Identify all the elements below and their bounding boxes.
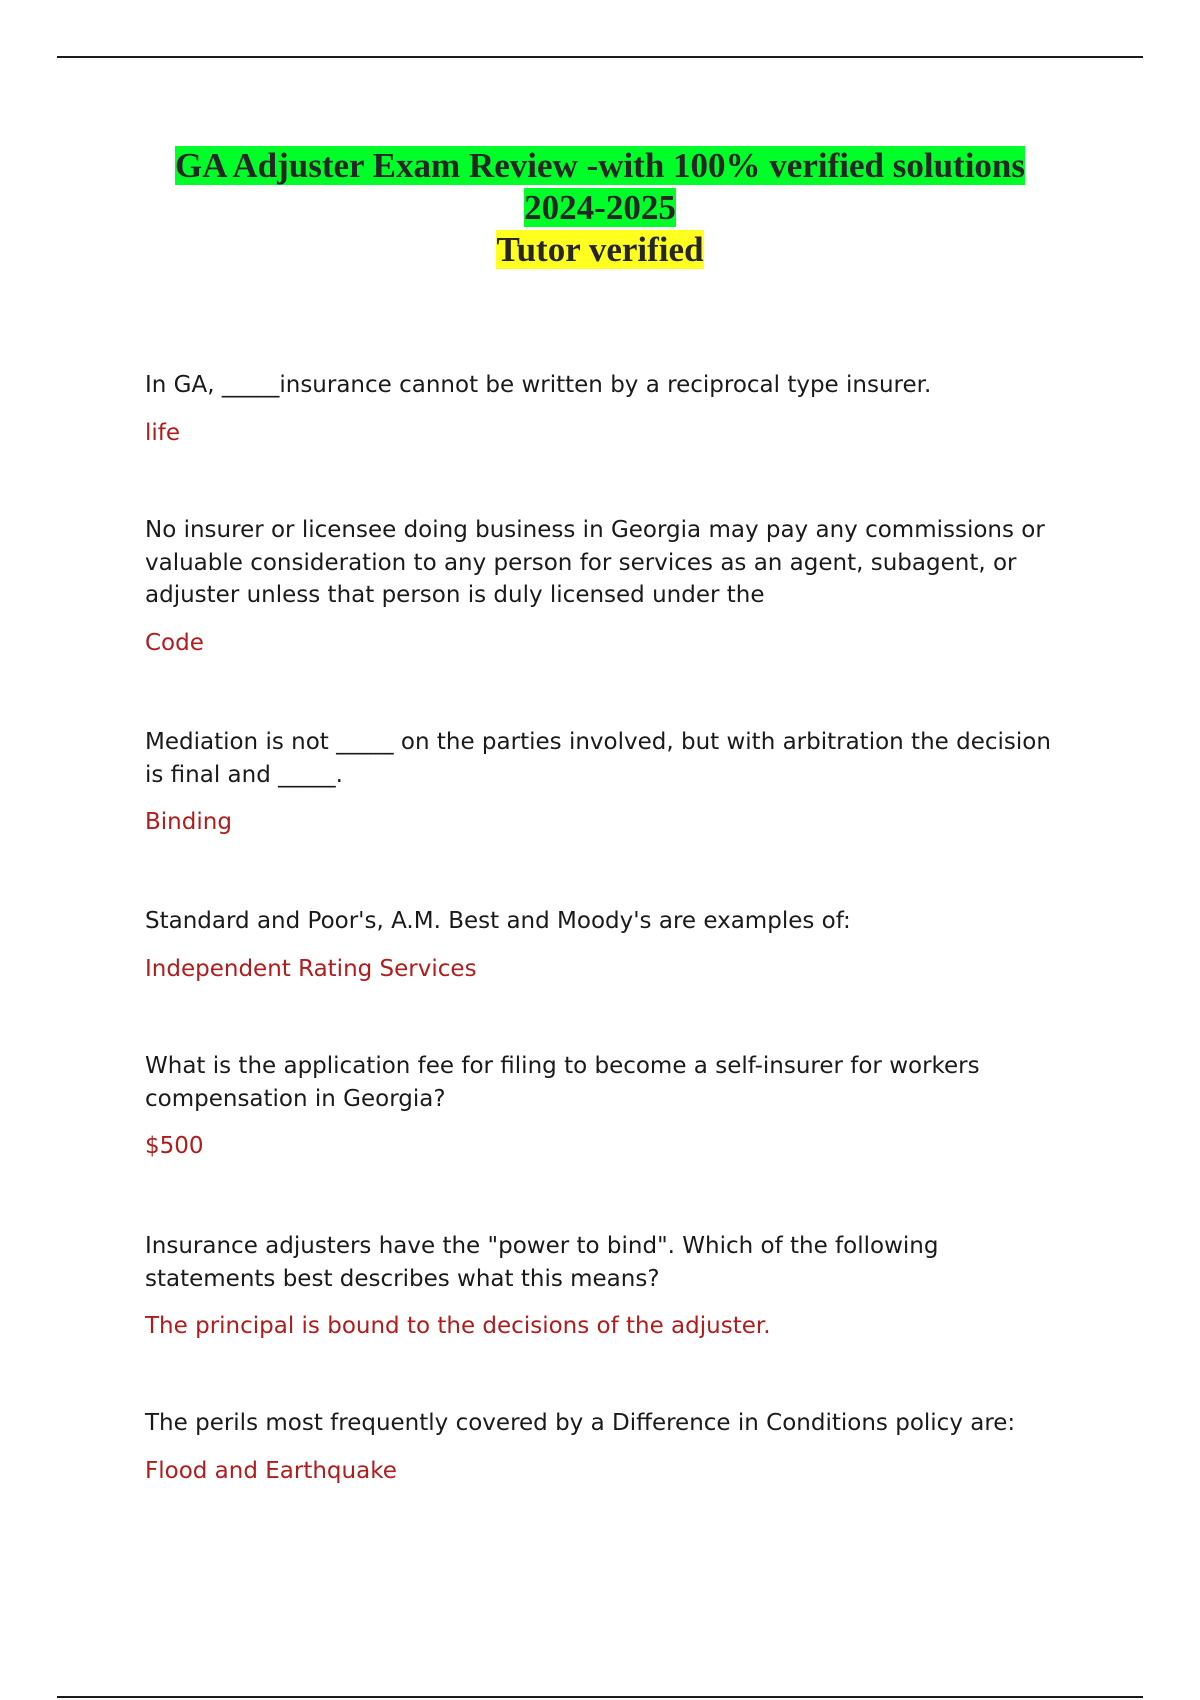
qa-item-5 (145, 1050, 1065, 1162)
question-text: The perils most frequently covered by a Difference in Conditions policy are: (145, 1410, 1016, 1436)
question-text: Standard and Poor's, A.M. Best and Moody's are examples of: (145, 908, 851, 934)
answer-text: Code (145, 629, 204, 656)
answer-text: $500 (145, 1133, 204, 1159)
answer-text: life (145, 419, 181, 446)
answer-text: The principal is bound to the decisions of the adjuster. (145, 1313, 771, 1339)
document-title (0, 145, 1200, 271)
title-line-1: GA Adjuster Exam Review -with 100% verified solutions (174, 146, 1026, 185)
qa-item-4 (145, 905, 1065, 985)
title-line-2: 2024-2025 (524, 188, 676, 227)
question-text: Insurance adjusters have the "power to bind". Which of the following statements best describes what this means? (145, 1233, 939, 1292)
answer-text: Independent Rating Services (145, 955, 477, 982)
qa-item-1 (145, 369, 1065, 449)
answer-text: Binding (145, 809, 232, 835)
answer-text: Flood and Earthquake (145, 1457, 397, 1484)
question-text: No insurer or licensee doing business in Georgia may pay any commissions or valuable consideration to any person for services as an agent, subagent, or adjuster unless that person is duly licensed under the (145, 517, 1045, 608)
question-text: In GA, _____insurance cannot be written by a reciprocal type insurer. (145, 372, 932, 398)
header-rule (57, 56, 1143, 58)
qa-item-2 (145, 514, 1065, 659)
qa-item-6 (145, 1230, 1065, 1342)
question-text: Mediation is not _____ on the parties involved, but with arbitration the decision is final and _____. (145, 729, 1051, 788)
qa-item-3 (145, 726, 1065, 838)
footer-rule (57, 1696, 1143, 1698)
qa-item-7 (145, 1407, 1065, 1487)
title-line-3: Tutor verified (496, 230, 704, 269)
question-text: What is the application fee for filing to become a self-insurer for workers compensation in Georgia? (145, 1053, 980, 1112)
